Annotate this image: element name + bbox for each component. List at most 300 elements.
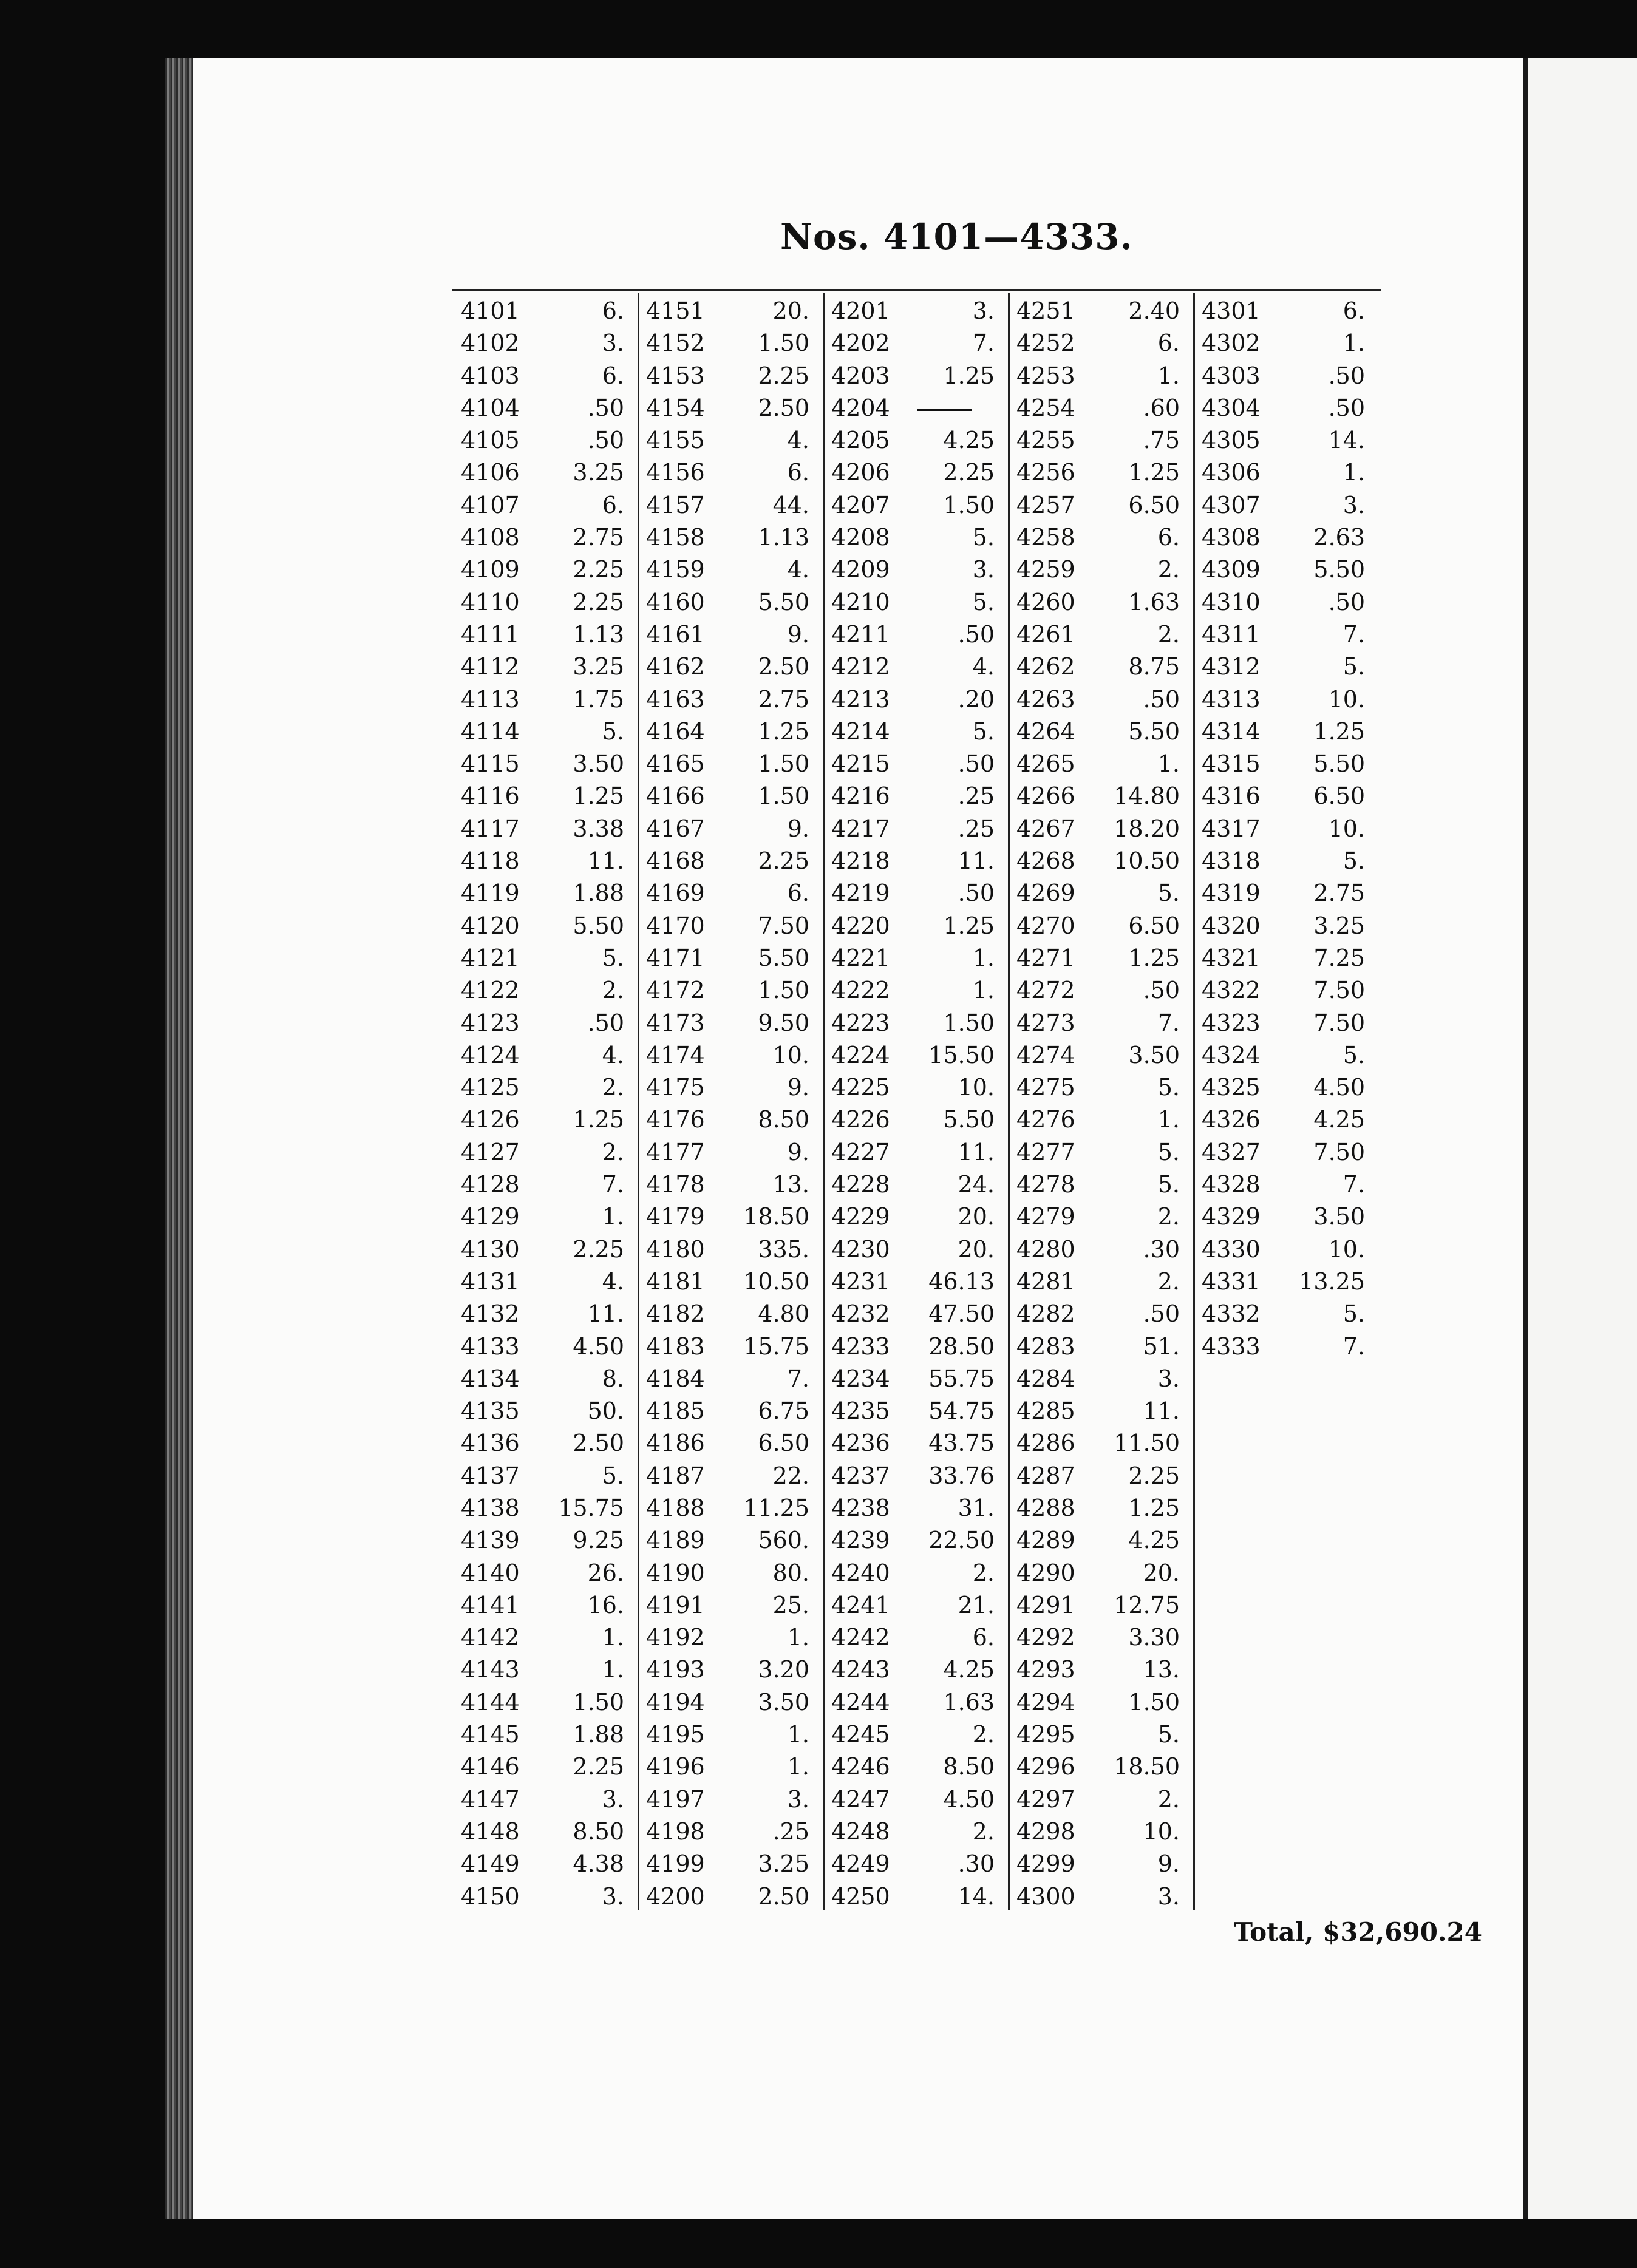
entry-number: 4159 (646, 556, 705, 583)
entry-number: 4279 (1016, 1203, 1075, 1231)
entry-amount: 2. (972, 1559, 995, 1586)
entry-number: 4310 (1202, 588, 1261, 616)
ledger-row (638, 1134, 823, 1166)
entry-number: 4276 (1016, 1106, 1075, 1133)
entry-number: 4322 (1202, 977, 1261, 1004)
ledger-row (638, 972, 823, 1004)
entry-number: 4134 (461, 1365, 520, 1392)
entry-amount: 3. (1157, 1883, 1180, 1910)
entry-number: 4183 (646, 1333, 705, 1360)
entry-number: 4110 (461, 588, 520, 616)
ledger-row (1008, 1813, 1193, 1845)
entry-amount: .50 (1328, 588, 1365, 616)
ledger-row (1193, 1231, 1378, 1263)
ledger-row (1193, 908, 1378, 940)
ledger-row (823, 1393, 1008, 1425)
entry-number: 4254 (1016, 394, 1075, 421)
ledger-row (452, 454, 638, 486)
entry-amount: .50 (958, 620, 995, 648)
entry-number: 4314 (1202, 718, 1261, 745)
entry-number: 4101 (461, 297, 520, 324)
ledger-row (1008, 390, 1193, 422)
ledger-row (1193, 1166, 1378, 1198)
entry-number: 4129 (461, 1203, 520, 1231)
ledger-row (1008, 1134, 1193, 1166)
ledger-row (638, 487, 823, 519)
entry-number: 4237 (831, 1462, 890, 1489)
entry-amount: 1.25 (573, 783, 624, 810)
ledger-row (452, 778, 638, 810)
ledger-row (1008, 1781, 1193, 1813)
entry-amount: 24. (958, 1171, 995, 1198)
entry-number: 4167 (646, 815, 705, 842)
ledger-row (452, 1360, 638, 1393)
ledger-row (1008, 1198, 1193, 1231)
ledger-row (638, 1328, 823, 1360)
ledger-row (452, 1425, 638, 1457)
entry-amount: 2. (972, 1818, 995, 1845)
ledger-row (823, 551, 1008, 583)
entry-amount: 1. (1157, 750, 1180, 778)
ledger-row (452, 972, 638, 1004)
entry-number: 4267 (1016, 815, 1075, 842)
entry-amount: 21. (958, 1591, 995, 1618)
ledger-row (1193, 551, 1378, 583)
ledger-row (452, 390, 638, 422)
ledger-row (638, 1845, 823, 1878)
ledger-row (638, 1231, 823, 1263)
entry-amount: 2.25 (758, 362, 809, 389)
entry-number: 4232 (831, 1300, 890, 1328)
entry-amount: 9.25 (573, 1527, 624, 1554)
ledger-row (638, 1522, 823, 1554)
entry-amount: 4. (602, 1268, 624, 1295)
ledger-row (823, 358, 1008, 390)
entry-number: 4162 (646, 653, 705, 681)
entry-number: 4178 (646, 1171, 705, 1198)
ledger-row (452, 1716, 638, 1748)
entry-number: 4127 (461, 1138, 520, 1166)
ledger-row (1008, 1231, 1193, 1263)
entry-number: 4193 (646, 1656, 705, 1683)
ledger-row (823, 1781, 1008, 1813)
entry-number: 4253 (1016, 362, 1075, 389)
ledger-row (1008, 1748, 1193, 1781)
ledger-row (823, 1748, 1008, 1781)
entry-number: 4319 (1202, 880, 1261, 907)
entry-amount: 6.50 (758, 1430, 809, 1457)
entry-number: 4223 (831, 1009, 890, 1036)
ledger-row (823, 681, 1008, 713)
entry-amount: 6.75 (758, 1397, 809, 1425)
entry-number: 4225 (831, 1074, 890, 1101)
entry-number: 4130 (461, 1235, 520, 1263)
entry-amount: 5. (1343, 1041, 1365, 1068)
entry-number: 4173 (646, 1009, 705, 1036)
entry-amount: 1. (972, 977, 995, 1004)
ledger-row (823, 843, 1008, 875)
entry-amount: 5. (1157, 1074, 1180, 1101)
entry-number: 4305 (1202, 427, 1261, 454)
entry-amount: 20. (1143, 1559, 1180, 1586)
entry-number: 4331 (1202, 1268, 1261, 1295)
entry-amount: 3. (972, 297, 995, 324)
entry-amount: 6. (1343, 297, 1365, 324)
entry-number: 4201 (831, 297, 890, 324)
ledger-row (452, 1263, 638, 1295)
entry-number: 4283 (1016, 1333, 1075, 1360)
grand-total: Total, $32,690.24 (1233, 1917, 1482, 1947)
entry-amount: 7.50 (758, 912, 809, 939)
ledger-row (452, 358, 638, 390)
ledger-row (1008, 519, 1193, 551)
entry-number: 4126 (461, 1106, 520, 1133)
entry-number: 4145 (461, 1721, 520, 1748)
ledger-row (452, 1134, 638, 1166)
ledger-row (638, 293, 823, 325)
entry-amount: 11. (587, 847, 624, 875)
entry-number: 4163 (646, 685, 705, 713)
ledger-row (1008, 1328, 1193, 1360)
entry-number: 4281 (1016, 1268, 1075, 1295)
entry-amount: .20 (958, 685, 995, 713)
entry-amount: 3.50 (758, 1688, 809, 1716)
ledger-row (638, 1295, 823, 1328)
entry-amount: 5. (972, 524, 995, 551)
entry-amount: 1.50 (758, 977, 809, 1004)
entry-number: 4316 (1202, 783, 1261, 810)
entry-number: 4265 (1016, 750, 1075, 778)
ledger-row (823, 1134, 1008, 1166)
entry-amount: 5. (1343, 653, 1365, 681)
entry-number: 4122 (461, 977, 520, 1004)
entry-number: 4111 (461, 620, 520, 648)
ledger-row (823, 519, 1008, 551)
entry-amount: 1.88 (573, 880, 624, 907)
ledger-row (1008, 713, 1193, 745)
entry-amount: 20. (772, 297, 809, 324)
entry-amount: 4.25 (943, 1656, 995, 1683)
entry-number: 4278 (1016, 1171, 1075, 1198)
ledger-row (452, 1651, 638, 1683)
ledger-row (452, 1813, 638, 1845)
ledger-column-1 (452, 293, 639, 1910)
entry-amount: 4. (972, 653, 995, 681)
ledger-row (638, 1781, 823, 1813)
entry-number: 4120 (461, 912, 520, 939)
entry-amount: 9.50 (758, 1009, 809, 1036)
entry-number: 4296 (1016, 1753, 1075, 1781)
ledger-row (452, 1005, 638, 1037)
entry-amount: 8. (602, 1365, 624, 1392)
ledger-row (452, 1555, 638, 1587)
entry-number: 4149 (461, 1850, 520, 1878)
entry-number: 4313 (1202, 685, 1261, 713)
entry-number: 4194 (646, 1688, 705, 1716)
entry-number: 4293 (1016, 1656, 1075, 1683)
entry-number: 4246 (831, 1753, 890, 1781)
entry-number: 4280 (1016, 1235, 1075, 1263)
ledger-row (823, 1522, 1008, 1554)
ledger-row (823, 1490, 1008, 1522)
entry-amount: 5.50 (1313, 750, 1365, 778)
entry-amount: 1. (787, 1753, 809, 1781)
entry-number: 4141 (461, 1591, 520, 1618)
entry-amount: 10. (772, 1041, 809, 1068)
entry-number: 4147 (461, 1785, 520, 1813)
entry-number: 4172 (646, 977, 705, 1004)
ledger-row (638, 1037, 823, 1069)
ledger-row (1008, 1425, 1193, 1457)
entry-amount: 22. (772, 1462, 809, 1489)
entry-number: 4219 (831, 880, 890, 907)
ledger-row (452, 1490, 638, 1522)
ledger-row (1008, 1101, 1193, 1133)
entry-amount: 9. (787, 815, 809, 842)
entry-amount: 560. (758, 1527, 809, 1554)
ledger-row (638, 908, 823, 940)
entry-number: 4102 (461, 330, 520, 357)
ledger-row (1008, 745, 1193, 778)
entry-amount: 1.25 (758, 718, 809, 745)
entry-amount: 4.50 (1313, 1074, 1365, 1101)
entry-amount: 6. (602, 491, 624, 518)
ledger-column-2 (638, 293, 825, 1910)
entry-amount: 2. (602, 977, 624, 1004)
entry-amount: .50 (587, 1009, 624, 1036)
ledger-row (823, 778, 1008, 810)
entry-amount: 5. (1343, 847, 1365, 875)
ledger-row (1008, 293, 1193, 325)
entry-number: 4105 (461, 427, 520, 454)
entry-number: 4308 (1202, 524, 1261, 551)
ledger-row (823, 1037, 1008, 1069)
entry-number: 4221 (831, 944, 890, 971)
entry-amount: 1.13 (573, 620, 624, 648)
entry-number: 4108 (461, 524, 520, 551)
entry-amount: 5. (1157, 1171, 1180, 1198)
ledger-row (638, 1619, 823, 1651)
entry-amount: .50 (958, 750, 995, 778)
ledger-row (823, 940, 1008, 972)
entry-number: 4179 (646, 1203, 705, 1231)
entry-number: 4312 (1202, 653, 1261, 681)
ledger-column-3 (823, 293, 1010, 1910)
ledger-row (638, 454, 823, 486)
entry-amount: 1.50 (943, 1009, 995, 1036)
entry-number: 4325 (1202, 1074, 1261, 1101)
entry-amount: 2. (1157, 1203, 1180, 1231)
ledger-row (1193, 1101, 1378, 1133)
entry-amount: 2.25 (943, 459, 995, 486)
entry-amount: .50 (587, 394, 624, 421)
entry-amount: 3.25 (1313, 912, 1365, 939)
ledger-row (823, 1005, 1008, 1037)
entry-amount: 3.50 (1313, 1203, 1365, 1231)
entry-amount: 1. (602, 1656, 624, 1683)
ledger-row (823, 1263, 1008, 1295)
ledger-row (1193, 519, 1378, 551)
entry-amount: 4. (787, 427, 809, 454)
entry-amount: 14. (958, 1883, 995, 1910)
entry-number: 4204 (831, 394, 890, 421)
entry-amount: 33.76 (928, 1462, 995, 1489)
ledger-row (638, 1166, 823, 1198)
entry-amount: 4.38 (573, 1850, 624, 1878)
ledger-row (452, 1328, 638, 1360)
ledger-row (452, 681, 638, 713)
entry-number: 4140 (461, 1559, 520, 1586)
entry-number: 4174 (646, 1041, 705, 1068)
ledger-row (638, 875, 823, 907)
entry-number: 4158 (646, 524, 705, 551)
entry-number: 4187 (646, 1462, 705, 1489)
entry-number: 4326 (1202, 1106, 1261, 1133)
entry-amount: 18.50 (743, 1203, 809, 1231)
entry-number: 4327 (1202, 1138, 1261, 1166)
facing-page-edge (1523, 58, 1637, 2219)
entry-number: 4177 (646, 1138, 705, 1166)
entry-number: 4107 (461, 491, 520, 518)
ledger-column-5 (1193, 293, 1378, 1360)
entry-number: 4137 (461, 1462, 520, 1489)
entry-number: 4206 (831, 459, 890, 486)
ledger-row (1008, 1393, 1193, 1425)
entry-number: 4212 (831, 653, 890, 681)
entry-number: 4142 (461, 1624, 520, 1651)
ledger-row (452, 584, 638, 616)
ledger-row (452, 1845, 638, 1878)
entry-number: 4259 (1016, 556, 1075, 583)
entry-number: 4255 (1016, 427, 1075, 454)
entry-number: 4153 (646, 362, 705, 389)
ledger-row (1008, 1651, 1193, 1683)
ledger-row (638, 940, 823, 972)
ledger-row (1008, 1845, 1193, 1878)
entry-number: 4213 (831, 685, 890, 713)
entry-amount: 7.25 (1313, 944, 1365, 971)
ledger-row (638, 1069, 823, 1101)
entry-amount: 3. (602, 1785, 624, 1813)
ledger-row (823, 1845, 1008, 1878)
entry-amount: 9. (1157, 1850, 1180, 1878)
entry-amount: 5. (1343, 1300, 1365, 1328)
ledger-row (1008, 908, 1193, 940)
ledger-row (1008, 1166, 1193, 1198)
entry-amount: 7. (1157, 1009, 1180, 1036)
entry-amount: 14.80 (1114, 783, 1180, 810)
ledger-row (638, 1555, 823, 1587)
ledger-row (638, 551, 823, 583)
entry-number: 4198 (646, 1818, 705, 1845)
entry-amount: 4. (787, 556, 809, 583)
entry-amount: 3.25 (573, 459, 624, 486)
ledger-row (638, 1360, 823, 1393)
entry-amount: 5. (1157, 1721, 1180, 1748)
entry-number: 4166 (646, 783, 705, 810)
ledger-row (1008, 325, 1193, 357)
entry-number: 4297 (1016, 1785, 1075, 1813)
ledger-row (1193, 843, 1378, 875)
ledger-row (638, 1878, 823, 1910)
entry-amount: 18.20 (1114, 815, 1180, 842)
entry-number: 4197 (646, 1785, 705, 1813)
entry-amount: 6. (602, 297, 624, 324)
ledger-row (452, 519, 638, 551)
entry-amount: 20. (958, 1235, 995, 1263)
entry-amount: 1.50 (943, 491, 995, 518)
entry-amount: 1. (787, 1624, 809, 1651)
ledger-row (823, 1651, 1008, 1683)
ledger-row (1193, 422, 1378, 454)
entry-number: 4209 (831, 556, 890, 583)
entry-amount: 1.88 (573, 1721, 624, 1748)
ledger-row (823, 648, 1008, 681)
entry-amount: 50. (587, 1397, 624, 1425)
entry-amount: 5.50 (573, 912, 624, 939)
ledger-row (452, 422, 638, 454)
entry-number: 4238 (831, 1494, 890, 1521)
entry-amount: 1. (1157, 1106, 1180, 1133)
ledger-row (823, 422, 1008, 454)
entry-number: 4309 (1202, 556, 1261, 583)
entry-amount: 44. (772, 491, 809, 518)
entry-amount: 7.50 (1313, 1138, 1365, 1166)
ledger-row (452, 843, 638, 875)
ledger-row (452, 616, 638, 648)
entry-amount: 5.50 (1313, 556, 1365, 583)
ledger-row (638, 1716, 823, 1748)
ledger-row (1193, 972, 1378, 1004)
entry-amount: 6. (1157, 524, 1180, 551)
entry-amount: 5. (1157, 1138, 1180, 1166)
entry-number: 4199 (646, 1850, 705, 1878)
ledger-row (1193, 745, 1378, 778)
entry-number: 4277 (1016, 1138, 1075, 1166)
entry-amount: 55.75 (928, 1365, 995, 1392)
entry-amount: 2.50 (573, 1430, 624, 1457)
entry-number: 4117 (461, 815, 520, 842)
entry-number: 4294 (1016, 1688, 1075, 1716)
ledger-row (452, 1166, 638, 1198)
ledger-row (823, 616, 1008, 648)
entry-amount: 4.50 (943, 1785, 995, 1813)
entry-amount: 1. (972, 944, 995, 971)
entry-number: 4320 (1202, 912, 1261, 939)
ledger-row (638, 810, 823, 843)
entry-number: 4146 (461, 1753, 520, 1781)
entry-amount: 10.50 (743, 1268, 809, 1295)
entry-amount: 10. (958, 1074, 995, 1101)
entry-amount: 5. (1157, 880, 1180, 907)
ledger-row (452, 713, 638, 745)
ledger-row (638, 843, 823, 875)
entry-number: 4307 (1202, 491, 1261, 518)
entry-amount: 2.25 (1128, 1462, 1180, 1489)
entry-number: 4298 (1016, 1818, 1075, 1845)
entry-amount: .50 (1143, 1300, 1180, 1328)
entry-number: 4182 (646, 1300, 705, 1328)
entry-number: 4132 (461, 1300, 520, 1328)
entry-number: 4175 (646, 1074, 705, 1101)
entry-amount: 4.25 (1128, 1527, 1180, 1554)
ledger-row (452, 648, 638, 681)
entry-amount: .50 (587, 427, 624, 454)
ledger-row (1193, 293, 1378, 325)
entry-amount: 1.50 (758, 783, 809, 810)
entry-amount: 7.50 (1313, 1009, 1365, 1036)
entry-number: 4155 (646, 427, 705, 454)
